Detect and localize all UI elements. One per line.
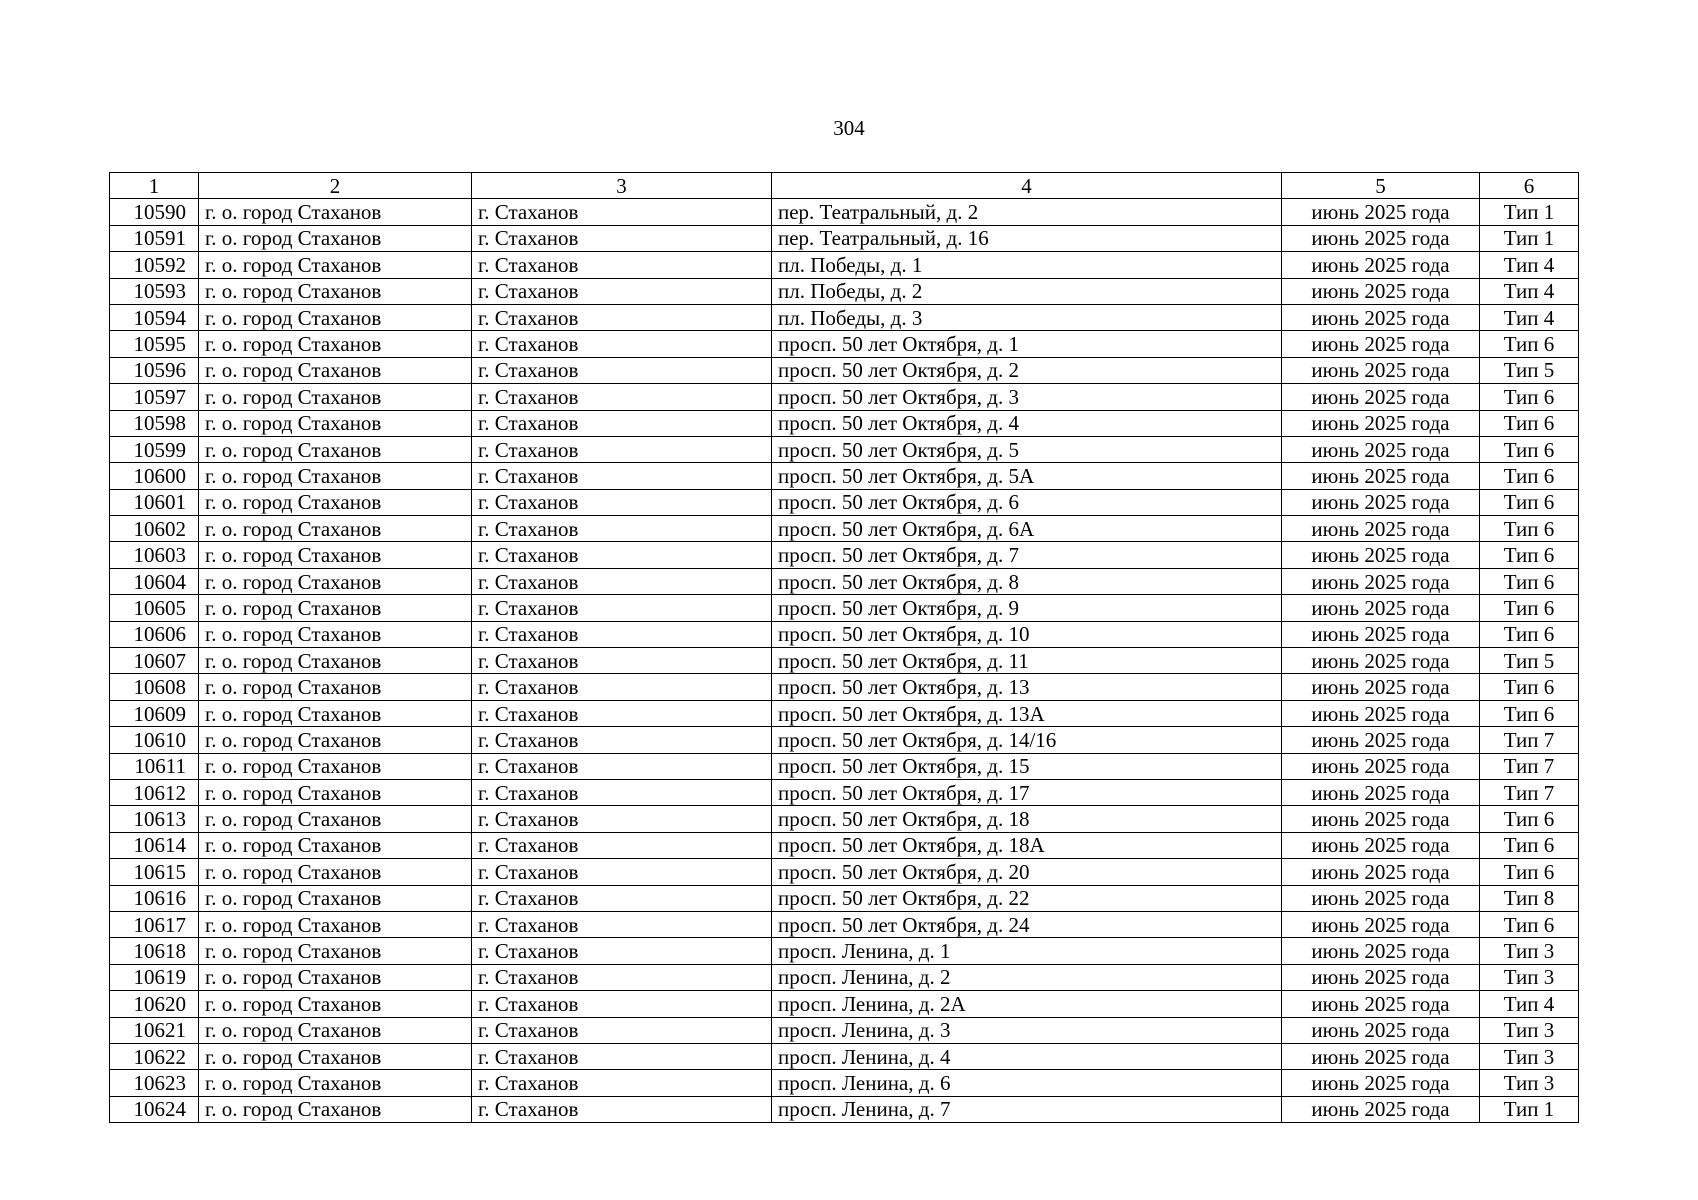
table-row	[110, 595, 1579, 621]
address-cell: просп. Ленина, д. 6	[772, 1070, 1282, 1096]
type-cell: Тип 4	[1480, 278, 1579, 304]
municipality-cell: г. о. город Стаханов	[199, 753, 472, 779]
locality-cell: г. Стаханов	[472, 859, 772, 885]
type-cell: Тип 5	[1480, 357, 1579, 383]
locality-cell: г. Стаханов	[472, 832, 772, 858]
date-cell: июнь 2025 года	[1282, 648, 1480, 674]
locality-cell: г. Стаханов	[472, 384, 772, 410]
locality-cell: г. Стаханов	[472, 463, 772, 489]
table-body	[110, 199, 1579, 1123]
date-cell: июнь 2025 года	[1282, 516, 1480, 542]
date-cell: июнь 2025 года	[1282, 991, 1480, 1017]
table-row	[110, 225, 1579, 251]
table-row	[110, 1096, 1579, 1122]
type-cell: Тип 6	[1480, 621, 1579, 647]
locality-cell: г. Стаханов	[472, 1043, 772, 1069]
row-number-cell: 10603	[110, 542, 199, 568]
table-row	[110, 832, 1579, 858]
row-number-cell: 10591	[110, 225, 199, 251]
column-header-5: 5	[1282, 173, 1480, 199]
row-number-cell: 10613	[110, 806, 199, 832]
address-cell: пл. Победы, д. 1	[772, 252, 1282, 278]
table-row	[110, 674, 1579, 700]
address-cell: просп. Ленина, д. 2	[772, 964, 1282, 990]
address-cell: просп. 50 лет Октября, д. 10	[772, 621, 1282, 647]
type-cell: Тип 6	[1480, 331, 1579, 357]
type-cell: Тип 7	[1480, 753, 1579, 779]
row-number-cell: 10608	[110, 674, 199, 700]
table-header	[110, 173, 1579, 199]
row-number-cell: 10609	[110, 700, 199, 726]
date-cell: июнь 2025 года	[1282, 252, 1480, 278]
date-cell: июнь 2025 года	[1282, 806, 1480, 832]
table-row	[110, 252, 1579, 278]
row-number-cell: 10620	[110, 991, 199, 1017]
locality-cell: г. Стаханов	[472, 304, 772, 330]
municipality-cell: г. о. город Стаханов	[199, 436, 472, 462]
locality-cell: г. Стаханов	[472, 621, 772, 647]
locality-cell: г. Стаханов	[472, 568, 772, 594]
table-row	[110, 542, 1579, 568]
locality-cell: г. Стаханов	[472, 357, 772, 383]
address-cell: просп. 50 лет Октября, д. 5А	[772, 463, 1282, 489]
type-cell: Тип 6	[1480, 595, 1579, 621]
locality-cell: г. Стаханов	[472, 1096, 772, 1122]
type-cell: Тип 3	[1480, 964, 1579, 990]
locality-cell: г. Стаханов	[472, 911, 772, 937]
locality-cell: г. Стаханов	[472, 516, 772, 542]
table-row	[110, 331, 1579, 357]
date-cell: июнь 2025 года	[1282, 384, 1480, 410]
date-cell: июнь 2025 года	[1282, 568, 1480, 594]
municipality-cell: г. о. город Стаханов	[199, 331, 472, 357]
table-row	[110, 938, 1579, 964]
table-row	[110, 516, 1579, 542]
row-number-cell: 10597	[110, 384, 199, 410]
row-number-cell: 10619	[110, 964, 199, 990]
date-cell: июнь 2025 года	[1282, 859, 1480, 885]
table-row	[110, 304, 1579, 330]
table-row	[110, 489, 1579, 515]
table-row	[110, 700, 1579, 726]
date-cell: июнь 2025 года	[1282, 199, 1480, 225]
type-cell: Тип 3	[1480, 1043, 1579, 1069]
table-row	[110, 911, 1579, 937]
row-number-cell: 10600	[110, 463, 199, 489]
municipality-cell: г. о. город Стаханов	[199, 199, 472, 225]
type-cell: Тип 4	[1480, 991, 1579, 1017]
locality-cell: г. Стаханов	[472, 991, 772, 1017]
date-cell: июнь 2025 года	[1282, 225, 1480, 251]
municipality-cell: г. о. город Стаханов	[199, 568, 472, 594]
locality-cell: г. Стаханов	[472, 252, 772, 278]
table-row	[110, 964, 1579, 990]
municipality-cell: г. о. город Стаханов	[199, 1043, 472, 1069]
date-cell: июнь 2025 года	[1282, 436, 1480, 462]
row-number-cell: 10618	[110, 938, 199, 964]
date-cell: июнь 2025 года	[1282, 1017, 1480, 1043]
locality-cell: г. Стаханов	[472, 964, 772, 990]
municipality-cell: г. о. город Стаханов	[199, 806, 472, 832]
address-cell: просп. 50 лет Октября, д. 6А	[772, 516, 1282, 542]
type-cell: Тип 6	[1480, 436, 1579, 462]
table-row	[110, 1043, 1579, 1069]
row-number-cell: 10593	[110, 278, 199, 304]
locality-cell: г. Стаханов	[472, 489, 772, 515]
address-cell: пл. Победы, д. 2	[772, 278, 1282, 304]
table-row	[110, 991, 1579, 1017]
table-row	[110, 199, 1579, 225]
municipality-cell: г. о. город Стаханов	[199, 357, 472, 383]
type-cell: Тип 1	[1480, 199, 1579, 225]
row-number-cell: 10598	[110, 410, 199, 436]
municipality-cell: г. о. город Стаханов	[199, 648, 472, 674]
row-number-cell: 10617	[110, 911, 199, 937]
row-number-cell: 10615	[110, 859, 199, 885]
municipality-cell: г. о. город Стаханов	[199, 384, 472, 410]
row-number-cell: 10595	[110, 331, 199, 357]
type-cell: Тип 1	[1480, 1096, 1579, 1122]
address-cell: просп. 50 лет Октября, д. 17	[772, 779, 1282, 805]
locality-cell: г. Стаханов	[472, 700, 772, 726]
page-number: 304	[833, 116, 865, 140]
date-cell: июнь 2025 года	[1282, 1070, 1480, 1096]
locality-cell: г. Стаханов	[472, 331, 772, 357]
type-cell: Тип 6	[1480, 674, 1579, 700]
table-row	[110, 384, 1579, 410]
municipality-cell: г. о. город Стаханов	[199, 225, 472, 251]
municipality-cell: г. о. город Стаханов	[199, 621, 472, 647]
locality-cell: г. Стаханов	[472, 436, 772, 462]
address-cell: просп. 50 лет Октября, д. 18А	[772, 832, 1282, 858]
municipality-cell: г. о. город Стаханов	[199, 489, 472, 515]
table-row	[110, 278, 1579, 304]
table-row	[110, 779, 1579, 805]
row-number-cell: 10606	[110, 621, 199, 647]
address-cell: пер. Театральный, д. 16	[772, 225, 1282, 251]
municipality-cell: г. о. город Стаханов	[199, 859, 472, 885]
municipality-cell: г. о. город Стаханов	[199, 304, 472, 330]
municipality-cell: г. о. город Стаханов	[199, 779, 472, 805]
date-cell: июнь 2025 года	[1282, 674, 1480, 700]
type-cell: Тип 4	[1480, 304, 1579, 330]
type-cell: Тип 7	[1480, 727, 1579, 753]
type-cell: Тип 3	[1480, 938, 1579, 964]
address-cell: просп. 50 лет Октября, д. 6	[772, 489, 1282, 515]
table-row	[110, 1017, 1579, 1043]
locality-cell: г. Стаханов	[472, 727, 772, 753]
date-cell: июнь 2025 года	[1282, 700, 1480, 726]
row-number-cell: 10611	[110, 753, 199, 779]
row-number-cell: 10594	[110, 304, 199, 330]
address-cell: просп. Ленина, д. 4	[772, 1043, 1282, 1069]
locality-cell: г. Стаханов	[472, 278, 772, 304]
municipality-cell: г. о. город Стаханов	[199, 832, 472, 858]
locality-cell: г. Стаханов	[472, 806, 772, 832]
type-cell: Тип 1	[1480, 225, 1579, 251]
locality-cell: г. Стаханов	[472, 595, 772, 621]
municipality-cell: г. о. город Стаханов	[199, 964, 472, 990]
locality-cell: г. Стаханов	[472, 225, 772, 251]
municipality-cell: г. о. город Стаханов	[199, 674, 472, 700]
table-row	[110, 621, 1579, 647]
type-cell: Тип 6	[1480, 384, 1579, 410]
type-cell: Тип 6	[1480, 463, 1579, 489]
row-number-cell: 10622	[110, 1043, 199, 1069]
row-number-cell: 10590	[110, 199, 199, 225]
type-cell: Тип 6	[1480, 700, 1579, 726]
column-header-3: 3	[472, 173, 772, 199]
address-cell: просп. 50 лет Октября, д. 8	[772, 568, 1282, 594]
data-table	[109, 172, 1579, 1123]
type-cell: Тип 6	[1480, 911, 1579, 937]
row-number-cell: 10601	[110, 489, 199, 515]
date-cell: июнь 2025 года	[1282, 621, 1480, 647]
row-number-cell: 10616	[110, 885, 199, 911]
municipality-cell: г. о. город Стаханов	[199, 885, 472, 911]
table-row	[110, 357, 1579, 383]
date-cell: июнь 2025 года	[1282, 410, 1480, 436]
date-cell: июнь 2025 года	[1282, 331, 1480, 357]
header-row	[110, 173, 1579, 199]
address-cell: пл. Победы, д. 3	[772, 304, 1282, 330]
column-header-6: 6	[1480, 173, 1579, 199]
row-number-cell: 10607	[110, 648, 199, 674]
address-cell: просп. 50 лет Октября, д. 20	[772, 859, 1282, 885]
municipality-cell: г. о. город Стаханов	[199, 1096, 472, 1122]
row-number-cell: 10599	[110, 436, 199, 462]
table-row	[110, 648, 1579, 674]
row-number-cell: 10596	[110, 357, 199, 383]
address-cell: просп. Ленина, д. 2А	[772, 991, 1282, 1017]
address-cell: просп. 50 лет Октября, д. 2	[772, 357, 1282, 383]
municipality-cell: г. о. город Стаханов	[199, 542, 472, 568]
type-cell: Тип 6	[1480, 542, 1579, 568]
date-cell: июнь 2025 года	[1282, 357, 1480, 383]
locality-cell: г. Стаханов	[472, 648, 772, 674]
table-row	[110, 859, 1579, 885]
type-cell: Тип 6	[1480, 832, 1579, 858]
type-cell: Тип 6	[1480, 410, 1579, 436]
table-row	[110, 727, 1579, 753]
date-cell: июнь 2025 года	[1282, 964, 1480, 990]
table-row	[110, 463, 1579, 489]
date-cell: июнь 2025 года	[1282, 278, 1480, 304]
address-cell: просп. Ленина, д. 1	[772, 938, 1282, 964]
column-header-1: 1	[110, 173, 199, 199]
municipality-cell: г. о. город Стаханов	[199, 700, 472, 726]
table-row	[110, 410, 1579, 436]
date-cell: июнь 2025 года	[1282, 938, 1480, 964]
type-cell: Тип 4	[1480, 252, 1579, 278]
date-cell: июнь 2025 года	[1282, 489, 1480, 515]
address-cell: просп. Ленина, д. 7	[772, 1096, 1282, 1122]
date-cell: июнь 2025 года	[1282, 832, 1480, 858]
locality-cell: г. Стаханов	[472, 542, 772, 568]
date-cell: июнь 2025 года	[1282, 727, 1480, 753]
row-number-cell: 10621	[110, 1017, 199, 1043]
address-cell: просп. 50 лет Октября, д. 18	[772, 806, 1282, 832]
address-cell: пер. Театральный, д. 2	[772, 199, 1282, 225]
type-cell: Тип 3	[1480, 1017, 1579, 1043]
address-cell: просп. 50 лет Октября, д. 15	[772, 753, 1282, 779]
municipality-cell: г. о. город Стаханов	[199, 516, 472, 542]
address-cell: просп. 50 лет Октября, д. 13А	[772, 700, 1282, 726]
column-header-2: 2	[199, 173, 472, 199]
type-cell: Тип 6	[1480, 516, 1579, 542]
table-row	[110, 753, 1579, 779]
column-header-4: 4	[772, 173, 1282, 199]
municipality-cell: г. о. город Стаханов	[199, 727, 472, 753]
address-cell: просп. 50 лет Октября, д. 7	[772, 542, 1282, 568]
municipality-cell: г. о. город Стаханов	[199, 991, 472, 1017]
row-number-cell: 10604	[110, 568, 199, 594]
municipality-cell: г. о. город Стаханов	[199, 938, 472, 964]
type-cell: Тип 6	[1480, 859, 1579, 885]
table-row	[110, 1070, 1579, 1096]
date-cell: июнь 2025 года	[1282, 885, 1480, 911]
municipality-cell: г. о. город Стаханов	[199, 595, 472, 621]
row-number-cell: 10624	[110, 1096, 199, 1122]
locality-cell: г. Стаханов	[472, 779, 772, 805]
type-cell: Тип 6	[1480, 489, 1579, 515]
municipality-cell: г. о. город Стаханов	[199, 252, 472, 278]
locality-cell: г. Стаханов	[472, 1070, 772, 1096]
date-cell: июнь 2025 года	[1282, 304, 1480, 330]
row-number-cell: 10610	[110, 727, 199, 753]
type-cell: Тип 6	[1480, 806, 1579, 832]
municipality-cell: г. о. город Стаханов	[199, 278, 472, 304]
locality-cell: г. Стаханов	[472, 674, 772, 700]
date-cell: июнь 2025 года	[1282, 542, 1480, 568]
municipality-cell: г. о. город Стаханов	[199, 463, 472, 489]
row-number-cell: 10605	[110, 595, 199, 621]
date-cell: июнь 2025 года	[1282, 911, 1480, 937]
locality-cell: г. Стаханов	[472, 885, 772, 911]
table-row	[110, 568, 1579, 594]
address-cell: просп. 50 лет Октября, д. 4	[772, 410, 1282, 436]
address-cell: просп. 50 лет Октября, д. 3	[772, 384, 1282, 410]
date-cell: июнь 2025 года	[1282, 463, 1480, 489]
date-cell: июнь 2025 года	[1282, 1043, 1480, 1069]
row-number-cell: 10614	[110, 832, 199, 858]
table-row	[110, 885, 1579, 911]
locality-cell: г. Стаханов	[472, 938, 772, 964]
locality-cell: г. Стаханов	[472, 410, 772, 436]
row-number-cell: 10612	[110, 779, 199, 805]
table-row	[110, 436, 1579, 462]
type-cell: Тип 6	[1480, 568, 1579, 594]
row-number-cell: 10623	[110, 1070, 199, 1096]
address-cell: просп. 50 лет Октября, д. 1	[772, 331, 1282, 357]
address-cell: просп. 50 лет Октября, д. 24	[772, 911, 1282, 937]
date-cell: июнь 2025 года	[1282, 753, 1480, 779]
locality-cell: г. Стаханов	[472, 753, 772, 779]
type-cell: Тип 8	[1480, 885, 1579, 911]
address-cell: просп. 50 лет Октября, д. 9	[772, 595, 1282, 621]
address-cell: просп. 50 лет Октября, д. 11	[772, 648, 1282, 674]
address-cell: просп. 50 лет Октября, д. 22	[772, 885, 1282, 911]
type-cell: Тип 5	[1480, 648, 1579, 674]
type-cell: Тип 3	[1480, 1070, 1579, 1096]
municipality-cell: г. о. город Стаханов	[199, 1070, 472, 1096]
date-cell: июнь 2025 года	[1282, 1096, 1480, 1122]
municipality-cell: г. о. город Стаханов	[199, 911, 472, 937]
type-cell: Тип 7	[1480, 779, 1579, 805]
date-cell: июнь 2025 года	[1282, 595, 1480, 621]
locality-cell: г. Стаханов	[472, 199, 772, 225]
municipality-cell: г. о. город Стаханов	[199, 410, 472, 436]
address-cell: просп. 50 лет Октября, д. 5	[772, 436, 1282, 462]
locality-cell: г. Стаханов	[472, 1017, 772, 1043]
address-cell: просп. Ленина, д. 3	[772, 1017, 1282, 1043]
address-cell: просп. 50 лет Октября, д. 14/16	[772, 727, 1282, 753]
row-number-cell: 10602	[110, 516, 199, 542]
table-row	[110, 806, 1579, 832]
date-cell: июнь 2025 года	[1282, 779, 1480, 805]
municipality-cell: г. о. город Стаханов	[199, 1017, 472, 1043]
address-cell: просп. 50 лет Октября, д. 13	[772, 674, 1282, 700]
row-number-cell: 10592	[110, 252, 199, 278]
